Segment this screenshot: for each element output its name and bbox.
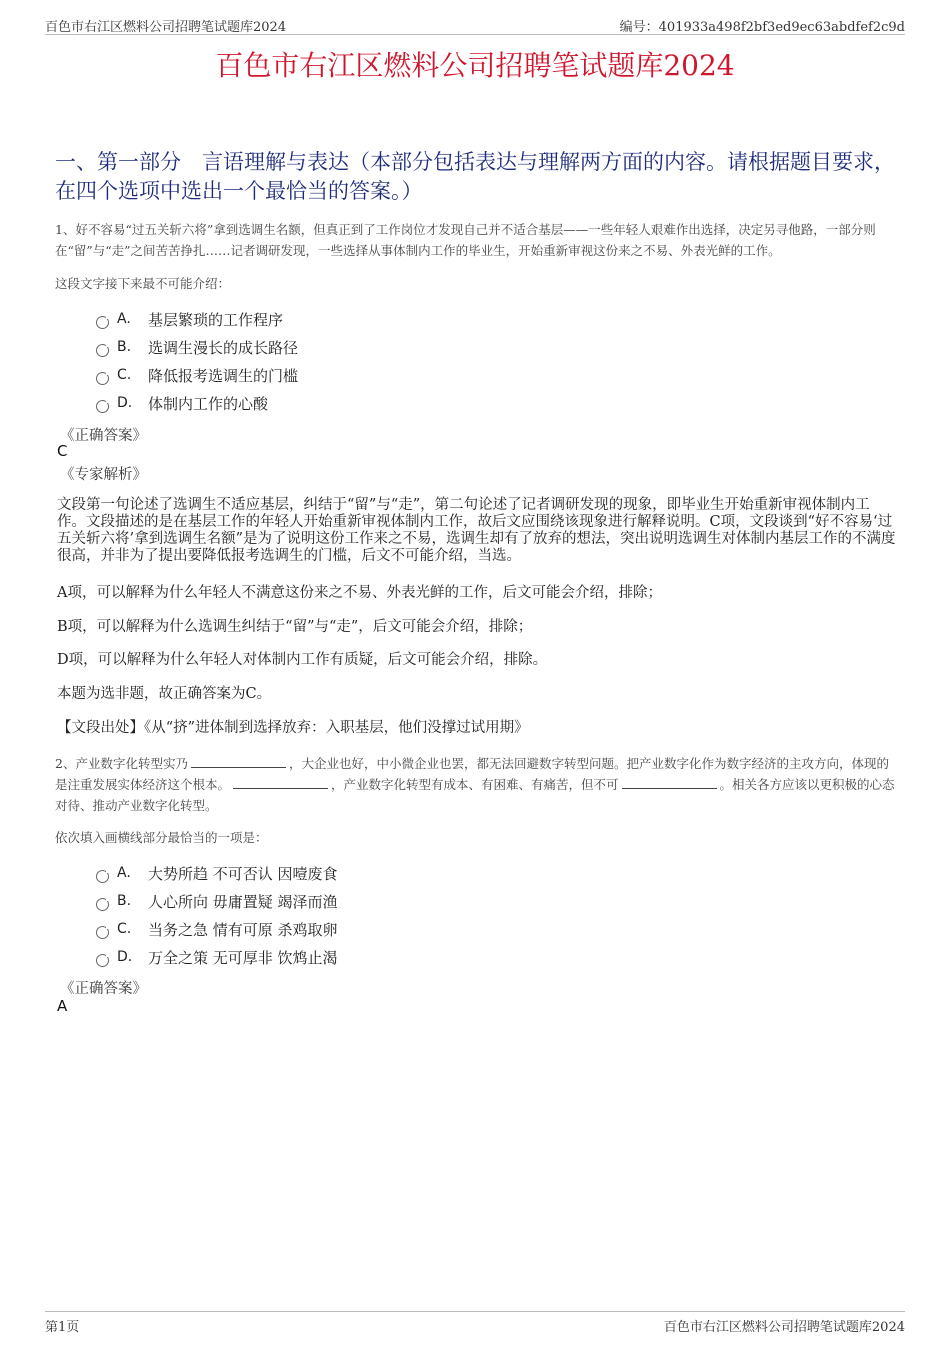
- option-text: 当务之急 情有可原 杀鸡取卵: [148, 920, 338, 939]
- option-text: 基层繁琐的工作程序: [148, 310, 284, 329]
- radio-icon[interactable]: [96, 344, 109, 357]
- fill-blank-2: [233, 776, 328, 789]
- option-text: 降低报考选调生的门槛: [148, 366, 299, 385]
- question-2-text: 2、产业数字化转型实乃 ，大企业也好，中小微企业也罢，都无法回避数字转型问题。把产业数字化作为数字经济的主攻方向，体现的是注重发展实体经济这个根本。 ，产业数字化转型有成本、有困难、有痛苦，但不可 。相关各方应该以更积极的心态对待、推动产业数字化转型。: [55, 756, 895, 813]
- option-text: 大势所趋 不可否认 因噎废食: [148, 864, 338, 883]
- q1-answer-label: 《正确答案》: [60, 428, 147, 444]
- option-text: 选调生漫长的成长路径: [148, 338, 299, 357]
- page-footer: [45, 1311, 905, 1336]
- option-text: 体制内工作的心酸: [148, 394, 269, 413]
- option-text: 人心所向 毋庸置疑 竭泽而渔: [148, 892, 338, 911]
- radio-icon[interactable]: [96, 926, 109, 939]
- q1-answer: C: [57, 442, 68, 460]
- radio-icon[interactable]: [96, 316, 109, 329]
- fill-blank-3: [622, 776, 717, 789]
- q1-option-d[interactable]: D. 体制内工作的心酸: [96, 392, 268, 414]
- q2-option-a[interactable]: A. 大势所趋 不可否认 因噎废食: [96, 862, 338, 884]
- q1-analysis: 文段第一句论述了选调生不适应基层，纠结于“留”与“走”，第二句论述了记者调研发现的现象，即毕业生开始重新审视体制内工作。文段描述的是在基层工作的年轻人开始重新审视体制内工作，故后文应围绕该现象进行解释说明。C项，文段谈到“好不容易‘过五关斩六将’拿到选调生名额”是为了说明这份工作来之不易，选调生却有了放弃的想法，突出说明选调生对体制内基层工作的不满度很高，并非为了提出要降低报考选调生的门槛，后文不可能介绍，当选。: [57, 497, 896, 564]
- q1-analysis-label: 《专家解析》: [60, 467, 147, 483]
- header-doc-id: 编号：401933a498f2bf3ed9ec63abdfef2c9d: [619, 20, 905, 35]
- q2-option-c[interactable]: C. 当务之急 情有可原 杀鸡取卵: [96, 918, 338, 940]
- q1-note-b: B项，可以解释为什么选调生纠结于“留”与“走”，后文可能会介绍，排除；: [57, 619, 533, 635]
- header-doc-title: 百色市右江区燃料公司招聘笔试题库2024: [45, 20, 287, 35]
- section-heading: 一、第一部分 言语理解与表达（本部分包括表达与理解两方面的内容。请根据题目要求，在四个选项中选出一个最恰当的答案。）: [55, 150, 895, 203]
- q2-option-b[interactable]: B. 人心所向 毋庸置疑 竭泽而渔: [96, 890, 338, 912]
- footer-doc-title: 百色市右江区燃料公司招聘笔试题库2024: [663, 1320, 905, 1335]
- q1-conclusion: 本题为选非题，故正确答案为C。: [57, 686, 272, 702]
- fill-blank-1: [191, 755, 286, 768]
- q1-option-a[interactable]: A. 基层繁琐的工作程序: [96, 308, 283, 330]
- radio-icon[interactable]: [96, 954, 109, 967]
- q1-option-c[interactable]: C. 降低报考选调生的门槛: [96, 364, 298, 386]
- document-title: 百色市右江区燃料公司招聘笔试题库2024: [215, 49, 735, 82]
- radio-icon[interactable]: [96, 870, 109, 883]
- radio-icon[interactable]: [96, 372, 109, 385]
- q2-answer: A: [57, 997, 68, 1015]
- radio-icon[interactable]: [96, 898, 109, 911]
- q2-answer-label: 《正确答案》: [60, 981, 147, 997]
- question-1-text: 1、好不容易“过五关斩六将”拿到选调生名额，但真正到了工作岗位才发现自己并不适合基层——一些年轻人艰难作出选择，决定另寻他路，一部分则在“留”与“走”之间苦苦挣扎……记者调研发现，一些选择从事体制内工作的毕业生，开始重新审视这份来之不易、外表光鲜的工作。: [55, 222, 876, 258]
- radio-icon[interactable]: [96, 400, 109, 413]
- option-text: 万全之策 无可厚非 饮鸩止渴: [148, 948, 338, 967]
- question-1-prompt: 这段文字接下来最不可能介绍：: [55, 276, 231, 291]
- q1-option-b[interactable]: B. 选调生漫长的成长路径: [96, 336, 298, 358]
- q1-source: 【文段出处】《从“挤”进体制到选择放弃：入职基层，他们没撑过试用期》: [57, 720, 529, 736]
- page-header: [45, 14, 905, 35]
- q1-note-a: A项，可以解释为什么年轻人不满意这份来之不易、外表光鲜的工作，后文可能会介绍，排除；: [57, 585, 662, 601]
- q1-note-d: D项，可以解释为什么年轻人对体制内工作有质疑，后文可能会介绍，排除。: [57, 652, 548, 668]
- question-2-prompt: 依次填入画横线部分最恰当的一项是：: [55, 830, 268, 845]
- page-number: 第1页: [45, 1320, 80, 1335]
- q2-option-d[interactable]: D. 万全之策 无可厚非 饮鸩止渴: [96, 946, 338, 968]
